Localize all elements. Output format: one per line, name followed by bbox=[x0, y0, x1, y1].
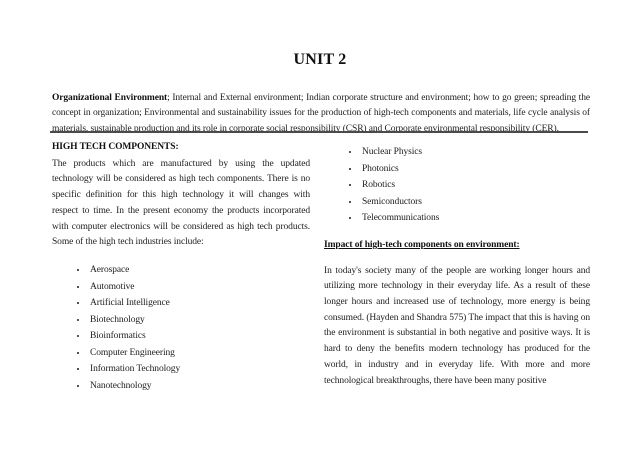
intro-text: ; Internal and External environment; Indian corporate structure and environment; how to go green; spreading the concept in organization; Environmental and sustainability issues for the production of high-tech components and materials, life cycle analysis of materials, sustainable production and its role in corporate social responsibility (CSR) and Corporate environmental responsibility (CER). bbox=[52, 92, 590, 134]
list-item: • Automotive bbox=[88, 279, 310, 296]
right-column bbox=[324, 140, 590, 395]
high-tech-components-paragraph: The products which are manufactured by using the updated technology will be considered as high tech components. There is no specific definition for this high technology it will changes with respect to time. In the present economy the products incorporated with computer electronics will be considered as high tech products. Some of the high tech industries include: bbox=[52, 158, 310, 248]
list-item: • Computer Engineering bbox=[88, 345, 310, 362]
list-item: • Robotics bbox=[360, 177, 590, 194]
two-column-layout bbox=[52, 140, 590, 395]
high-tech-industries-list bbox=[52, 262, 310, 395]
list-item: • Aerospace bbox=[88, 262, 310, 279]
list-item: • Biotechnology bbox=[88, 312, 310, 329]
section-heading-high-tech-components: HIGH TECH COMPONENTS: bbox=[52, 142, 179, 152]
high-tech-industries-list-continued bbox=[324, 140, 590, 227]
list-item: • Nanotechnology bbox=[88, 378, 310, 395]
section-heading-impact-on-environment: Impact of high-tech components on environment: bbox=[324, 239, 520, 250]
left-column bbox=[52, 140, 310, 395]
list-item: • Photonics bbox=[360, 161, 590, 178]
section-divider bbox=[50, 131, 588, 133]
list-item: • Nuclear Physics bbox=[360, 144, 590, 161]
list-item: • Artificial Intelligence bbox=[88, 295, 310, 312]
page-title: UNIT 2 bbox=[293, 51, 347, 68]
impact-paragraph: In today's society many of the people are working longer hours and utilizing more technology in their everyday life. As a result of these longer hours and increased use of technology, more energy is being consumed. (Hayden and Shandra 575) The impact that this is having on the environment is substantial in both negative and positive ways. It is hard to deny the benefits modern technology has produced for the world, in industry and in everyday life. With more and more technological breakthroughs, there have been many positive bbox=[324, 265, 590, 386]
list-item: • Semiconductors bbox=[360, 194, 590, 211]
intro-lead-bold: Organizational Environment bbox=[52, 92, 168, 103]
list-item: • Telecommunications bbox=[360, 210, 590, 227]
list-item: • Bioinformatics bbox=[88, 328, 310, 345]
list-item: • Information Technology bbox=[88, 361, 310, 378]
